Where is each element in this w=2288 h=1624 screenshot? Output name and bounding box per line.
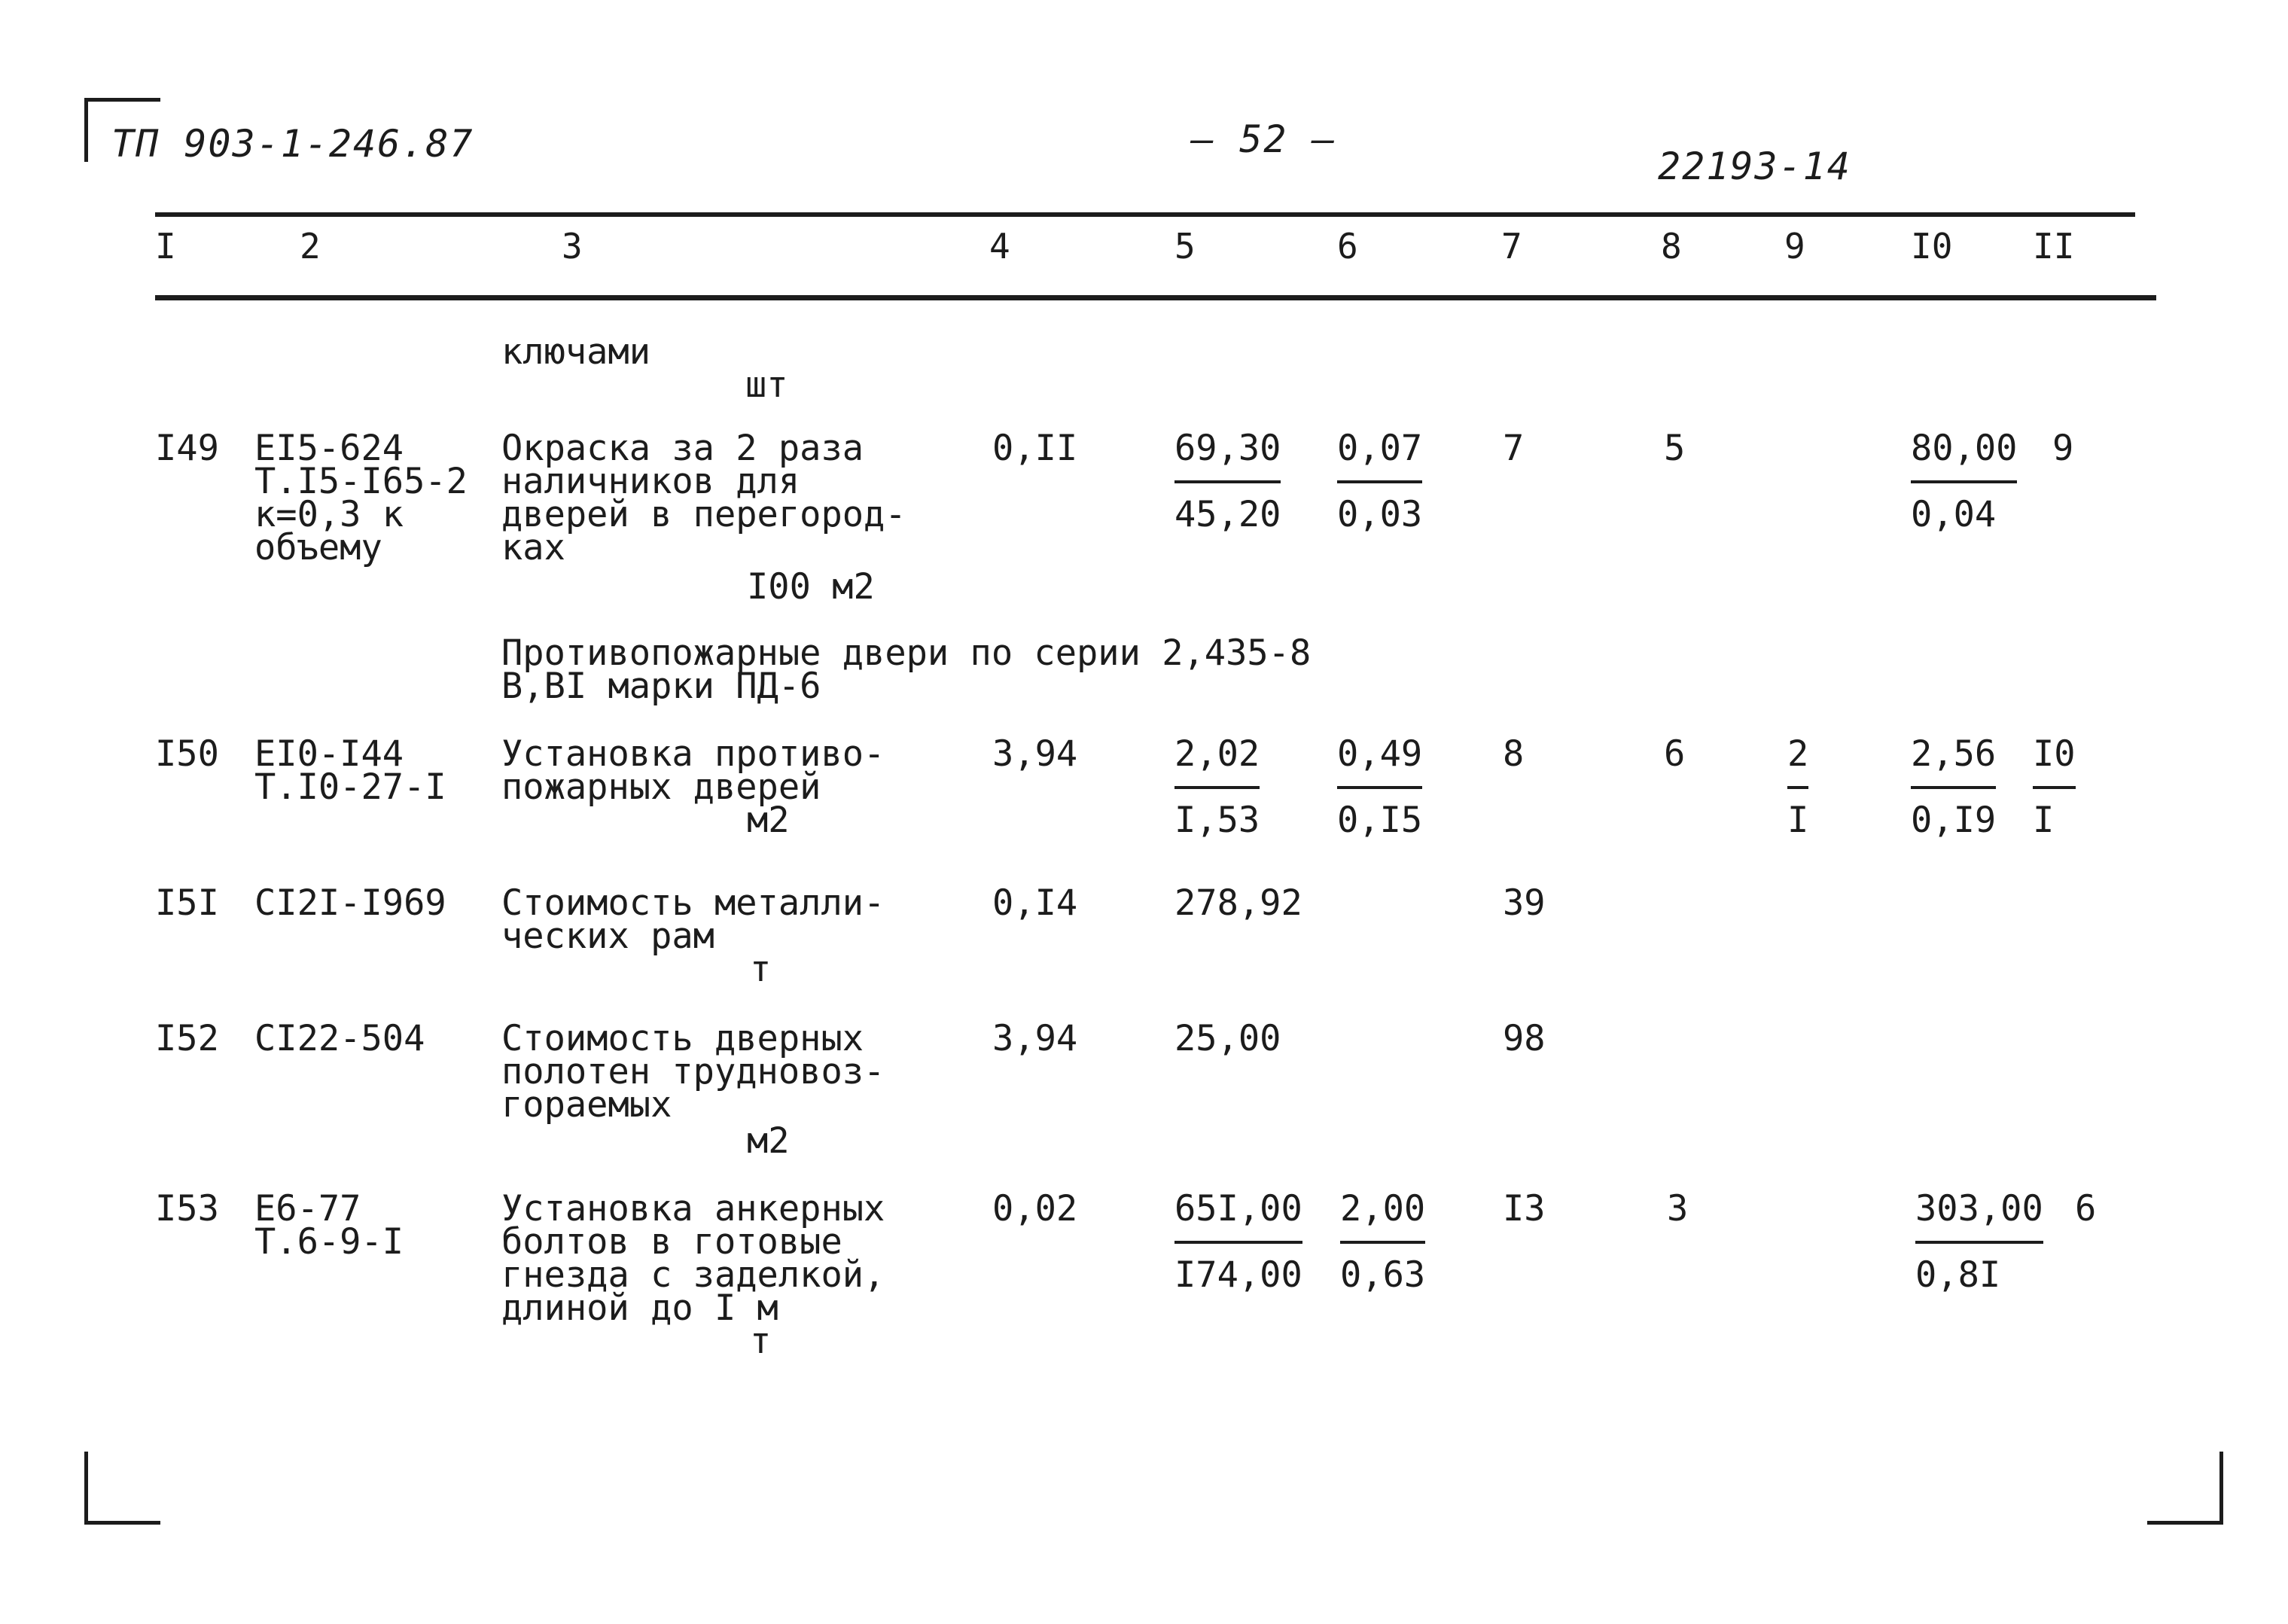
fraction-bar (1337, 480, 1422, 483)
col5-top: 69,30 (1174, 428, 1281, 469)
col10-fraction (1911, 428, 2018, 535)
col7-value: I3 (1503, 1188, 1546, 1229)
fraction-bar (1911, 786, 1996, 789)
norm-code: ЕI5-624 Т.I5-I65-2 к=0,3 к объему (254, 428, 468, 568)
archive-number: 22193-14 (1658, 145, 1851, 188)
col10-fraction (1911, 733, 1997, 841)
col5-bottom: I,53 (1174, 800, 1260, 841)
row-number: I50 (155, 733, 219, 775)
col8-value: 3 (1667, 1188, 1689, 1229)
col6-fraction (1337, 428, 1423, 535)
col7-value: 8 (1503, 733, 1525, 775)
document-code: ТП 903-1-246.87 (111, 122, 474, 166)
row-number: I5I (155, 882, 219, 924)
col6-bottom: 0,I5 (1337, 800, 1423, 841)
unit-of-measure: м2 (747, 1120, 790, 1162)
norm-code: Е6-77 Т.6-9-I (254, 1188, 404, 1263)
col6-top: 0,07 (1337, 428, 1423, 469)
row-number: I53 (155, 1188, 219, 1229)
norm-code: СI2I-I969 (254, 882, 446, 924)
row-number: I49 (155, 428, 219, 469)
fraction-bar (1787, 786, 1808, 789)
col7-value: 98 (1503, 1018, 1546, 1059)
work-description: Установка анкерных болтов в готовые гнезда с заделкой, длиной до I м (501, 1188, 885, 1329)
continued-description: ключами (501, 331, 651, 373)
col-header-8: 8 (1661, 226, 1682, 267)
quantity: 3,94 (992, 733, 1078, 775)
col6-top: 2,00 (1340, 1188, 1426, 1229)
col-header-7: 7 (1501, 226, 1522, 267)
col10-bottom: 0,8I (1915, 1254, 2001, 1296)
col10-top: 80,00 (1911, 428, 2018, 469)
col5-top: 65I,00 (1174, 1188, 1302, 1229)
col-header-2: 2 (300, 226, 321, 267)
col10-bottom: 0,I9 (1911, 800, 1997, 841)
unit-of-measure: т (750, 949, 772, 990)
col10-top: 2,56 (1911, 733, 1997, 775)
col-header-9: 9 (1784, 226, 1805, 267)
col11-value: 9 (2052, 428, 2074, 469)
work-description: Установка противо- пожарных дверей (501, 733, 885, 808)
continued-unit: шт (745, 364, 788, 406)
corner-mark-bottom-right (2147, 1452, 2223, 1525)
col11-bottom: I (2033, 800, 2055, 841)
unit-of-measure: I00 м2 (747, 566, 875, 608)
norm-code: СI22-504 (254, 1018, 425, 1059)
col6-bottom: 0,03 (1337, 494, 1423, 535)
col8-value: 6 (1664, 733, 1686, 775)
fraction-bar (1340, 1241, 1425, 1244)
quantity: 0,02 (992, 1188, 1078, 1229)
col8-value: 5 (1664, 428, 1686, 469)
col5-top: 2,02 (1174, 733, 1260, 775)
col9-fraction (1787, 733, 1809, 841)
corner-mark-bottom-left (84, 1452, 160, 1525)
quantity: 0,I4 (992, 882, 1078, 924)
col-header-3: 3 (562, 226, 583, 267)
work-description: Окраска за 2 раза наличников для дверей в перегород- ках (501, 428, 906, 568)
unit-of-measure: м2 (747, 800, 790, 841)
work-description: Стоимость металли- ческих рам (501, 882, 885, 957)
col10-fraction (1915, 1188, 2043, 1296)
col-header-11: II (2033, 226, 2075, 267)
col6-fraction (1337, 733, 1423, 841)
col-header-10: I0 (1911, 226, 1953, 267)
col-header-6: 6 (1337, 226, 1358, 267)
col9-bottom: I (1787, 800, 1809, 841)
col5-fraction (1174, 428, 1281, 535)
quantity: 3,94 (992, 1018, 1078, 1059)
col5-bottom: 45,20 (1174, 494, 1281, 535)
col5-value: 25,00 (1174, 1018, 1281, 1059)
page-number: — 52 — (1191, 117, 1336, 161)
col7-value: 39 (1503, 882, 1546, 924)
col11-value: 6 (2075, 1188, 2097, 1229)
col10-top: 303,00 (1915, 1188, 2043, 1229)
row-number: I52 (155, 1018, 219, 1059)
header-top-rule (155, 212, 2135, 217)
norm-code: ЕI0-I44 Т.I0-27-I (254, 733, 446, 808)
fraction-bar (1174, 1241, 1302, 1244)
col5-value: 278,92 (1174, 882, 1302, 924)
col5-bottom: I74,00 (1174, 1254, 1302, 1296)
fraction-bar (1174, 480, 1281, 483)
unit-of-measure: т (750, 1321, 772, 1362)
col10-bottom: 0,04 (1911, 494, 1997, 535)
fraction-bar (2033, 786, 2076, 789)
quantity: 0,II (992, 428, 1078, 469)
section-title: Противопожарные двери по серии 2,435-8 В,ВI марки ПД-6 (501, 632, 1312, 707)
col-header-4: 4 (989, 226, 1010, 267)
col11-fraction (2033, 733, 2076, 841)
col5-fraction (1174, 733, 1260, 841)
col-header-1: I (155, 226, 176, 267)
fraction-bar (1911, 480, 2017, 483)
col6-bottom: 0,63 (1340, 1254, 1426, 1296)
fraction-bar (1174, 786, 1260, 789)
col5-fraction (1174, 1188, 1302, 1296)
col6-fraction (1340, 1188, 1426, 1296)
work-description: Стоимость дверных полотен трудновоз- гораемых (501, 1018, 885, 1126)
col6-top: 0,49 (1337, 733, 1423, 775)
col9-top: 2 (1787, 733, 1809, 775)
fraction-bar (1915, 1241, 2043, 1244)
col7-value: 7 (1503, 428, 1525, 469)
fraction-bar (1337, 786, 1422, 789)
col-header-5: 5 (1174, 226, 1196, 267)
header-bottom-rule (155, 295, 2156, 300)
col11-top: I0 (2033, 733, 2076, 775)
